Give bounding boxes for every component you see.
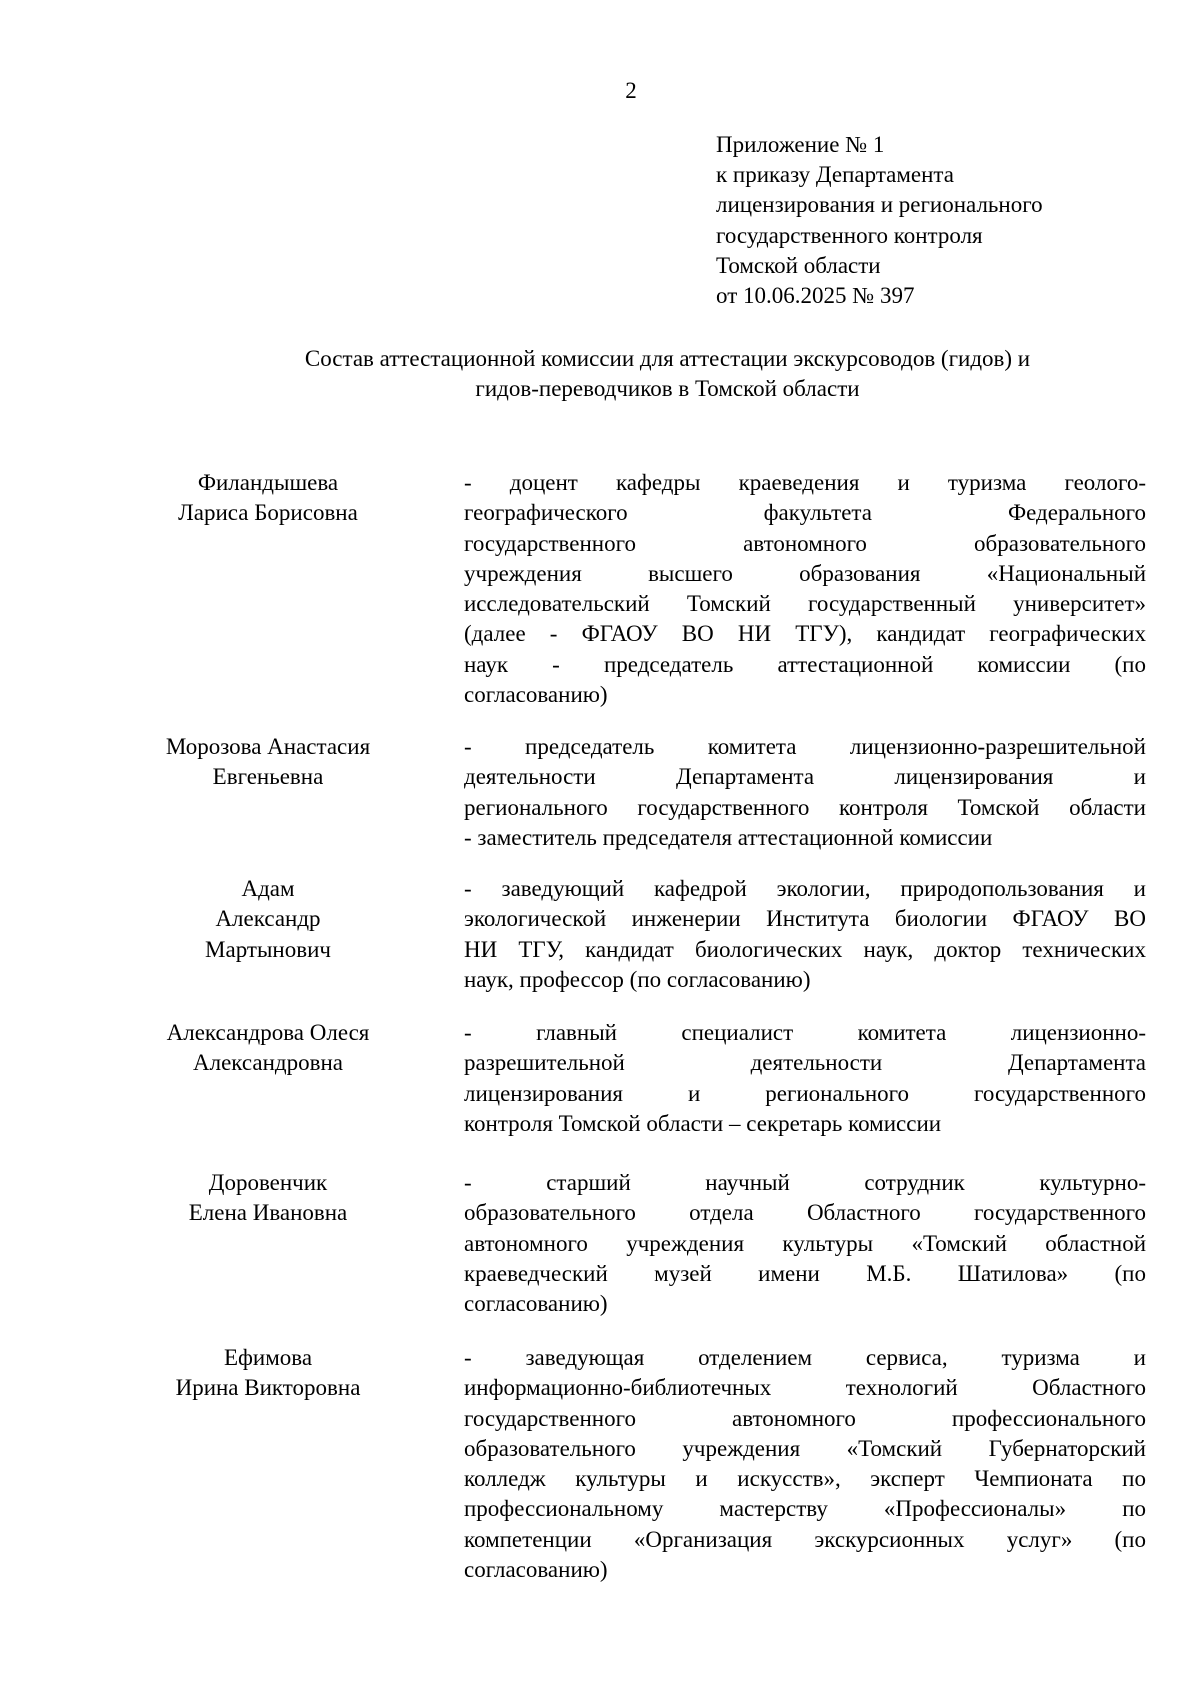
member-role: - доцент кафедры краеведения и туризма геолого- географического факультета Федерального государственного автономного образовательного учреждения высшего образования «Национальный исследовательский Томский государственный университет» (далее - ФГАОУ ВО НИ ТГУ), кандидат географических наук - председатель аттестационной комиссии (по согласованию) bbox=[464, 470, 1146, 708]
member-role: - старший научный сотрудник культурно- образовательного отдела Областного государственного автономного учреждения культуры «Томский областной краеведческий музей имени М.Б. Шатилова» (по согласованию) bbox=[464, 1170, 1146, 1317]
appendix-line: от 10.06.2025 № 397 bbox=[716, 283, 915, 309]
member-name: Морозова Анастасия Евгеньевна bbox=[165, 734, 371, 790]
member-name: Доровенчик Елена Ивановна bbox=[188, 1170, 348, 1226]
member-name: Адам Александр Мартынович bbox=[205, 876, 331, 962]
appendix-line: государственного контроля bbox=[716, 222, 983, 248]
member-role: - заведующая отделением сервиса, туризма и информационно-библиотечных технологий Областного государственного автономного профессионального образовательного учреждения «Томский Губернаторский колледж культуры и искусств», эксперт Чемпионата по профессиональному мастерству «Профессионалы» по компетенции «Организация экскурсионных услуг» (по согласованию) bbox=[464, 1345, 1146, 1583]
appendix-line: к приказу Департамента bbox=[716, 162, 954, 188]
appendix-reference bbox=[716, 130, 1156, 311]
member-role: - главный специалист комитета лицензионно- разрешительной деятельности Департамента лицензирования и регионального государственного контроля Томской области – секретарь комиссии bbox=[464, 1020, 1146, 1136]
member-role: - председатель комитета лицензионно-разрешительной деятельности Департамента лицензирования и регионального государственного контроля Томской области - заместитель председателя аттестационной комиссии bbox=[464, 734, 1146, 850]
member-name: Ефимова Ирина Викторовна bbox=[175, 1345, 361, 1401]
appendix-line: Томской области bbox=[716, 252, 881, 278]
document-title bbox=[200, 344, 1135, 404]
title-line: Состав аттестационной комиссии для аттестации экскурсоводов (гидов) и bbox=[304, 346, 1031, 371]
page-number: 2 bbox=[625, 78, 637, 103]
appendix-line: лицензирования и регионального bbox=[716, 192, 1043, 218]
title-line: гидов-переводчиков в Томской области bbox=[475, 376, 860, 401]
appendix-line: Приложение № 1 bbox=[716, 132, 885, 157]
member-name: Александрова Олеся Александровна bbox=[166, 1020, 370, 1076]
member-role: - заведующий кафедрой экологии, природопользования и экологической инженерии Института биологии ФГАОУ ВО НИ ТГУ, кандидат биологических наук, доктор технических наук, профессор (по согласованию) bbox=[464, 876, 1146, 992]
member-name: Филандышева Лариса Борисовна bbox=[178, 470, 358, 526]
